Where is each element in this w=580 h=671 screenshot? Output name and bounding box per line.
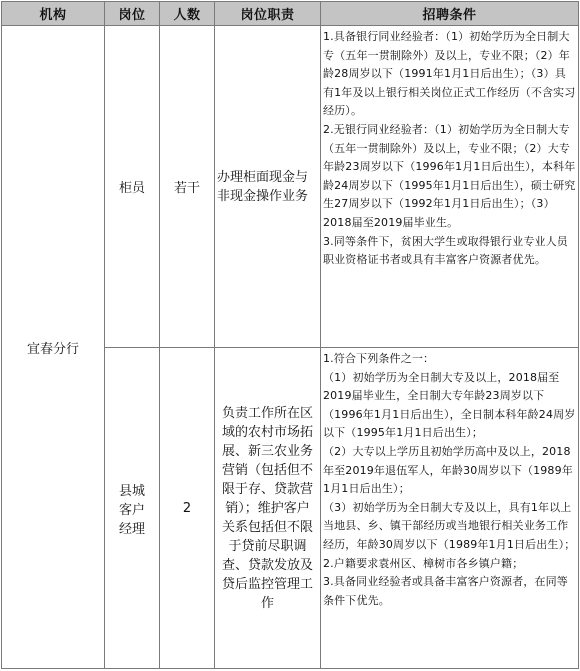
requirement-item: （1）初始学历为全日制大专及以上，2018届至2019届毕业生，全日制大专年龄23周岁以下（1996年1月1日后出生），全日制本科年龄24周岁以下（1995年1月1日后出生）； — [323, 370, 576, 440]
header-row — [2, 2, 579, 26]
requirement-item: 1.具备银行同业经验者：（1）初始学历为全日制大专（五年一贯制除外）及以上，专业不限；（2）年龄28周岁以下（1991年1月1日后出生）；（3）具有1年及以上银行相关岗位正式工作经历（不含实习经历）。 — [323, 30, 576, 118]
count-cell: 若干 — [160, 26, 215, 348]
table-row — [2, 26, 579, 348]
requirement-item: 2.户籍要求袁州区、樟树市各乡镇户籍； — [323, 556, 524, 570]
requirements-cell — [321, 26, 579, 348]
header-position: 岗位 — [105, 2, 160, 26]
recruitment-table — [1, 1, 579, 669]
requirement-item: 3.具备同业经验者或具备丰富客户资源者，在同等条件下优先。 — [323, 575, 568, 607]
requirement-item: （3）初始学历为全日制大专及以上，具有1年以上当地县、乡、镇干部经历或当地银行相关业务工作经历，年龄30周岁以下（1989年1月1日后出生）； — [323, 500, 576, 551]
institution-cell: 宜春分行 — [2, 26, 105, 669]
requirement-item: 1.符合下列条件之一： — [323, 352, 435, 365]
position-cell: 县城客户经理 — [105, 348, 160, 669]
requirement-item: 3.同等条件下，贫困大学生或取得银行业专业人员职业资格证书者或具有丰富客户资源者优先。 — [323, 234, 568, 267]
header-duty: 岗位职责 — [215, 2, 321, 26]
duty-cell: 负责工作所在区域的农村市场拓展、新三农业务营销（包括但不限于存、贷款营销）；维护客户关系包括但不限于贷前尽职调查、贷款发放及贷后监控管理工作 — [215, 348, 321, 669]
count-cell: 2 — [160, 348, 215, 669]
duty-cell: 办理柜面现金与非现金操作业务 — [215, 26, 321, 348]
header-institution: 机构 — [2, 2, 105, 26]
position-cell: 柜员 — [105, 26, 160, 348]
header-count: 人数 — [160, 2, 215, 26]
requirement-item: 2.无银行同业经验者：（1）初始学历为全日制大专（五年一贯制除外）及以上，专业不限；（2）大专年龄23周岁以下（1996年1月1日后出生），本科年龄24周岁以下（1995年1月1日后出生），硕士研究生27周岁以下（1992年1月1日后出生）；（3）2018届至2019届毕业生。 — [323, 122, 576, 229]
requirements-cell — [321, 348, 579, 669]
header-requirements: 招聘条件 — [321, 2, 579, 26]
requirement-item: （2）大专以上学历且初始学历高中及以上，2018年至2019年退伍军人，年龄30周岁以下（1989年1月1日后出生）； — [323, 444, 573, 496]
